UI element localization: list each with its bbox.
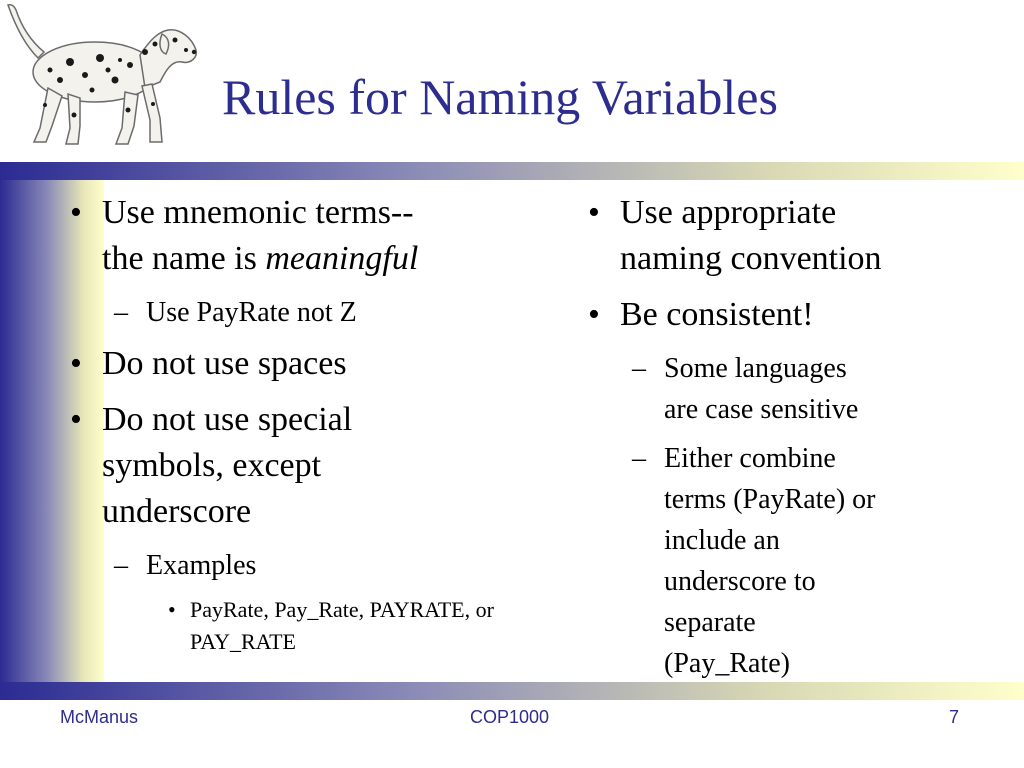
top-gradient-band [0,162,1024,180]
bullet-special-symbols [70,397,570,535]
sub-sub-bullet-example-names [70,594,570,658]
dash-marker: – [632,443,646,474]
example-text: PayRate, Pay_Rate, PAYRATE, or [190,597,494,622]
bullet-marker: • [70,194,82,231]
sub-bullet-text: Examples [146,550,257,581]
sub-bullet-case-sensitive [588,348,1008,430]
bullet-naming-convention [588,190,1008,282]
bullet-marker: • [70,345,82,382]
sub-bullet-text: underscore to [664,566,816,597]
bullet-mnemonic-terms [70,190,570,282]
bullet-marker: • [168,597,176,622]
bullet-text: underscore [102,493,252,530]
bullet-be-consistent [588,292,1008,338]
bullet-text: naming convention [620,240,882,277]
bullet-no-spaces [70,341,570,387]
slide-title: Rules for Naming Variables [222,69,778,125]
bullet-marker: • [588,194,600,231]
bullet-text: Use mnemonic terms-- [102,194,414,231]
footer-page-number: 7 [949,707,960,727]
bullet-text: Use appropriate [620,194,837,231]
dash-marker: – [114,297,128,328]
bullet-text: Do not use spaces [102,345,347,382]
emphasis-text: meaningful [265,240,419,277]
dalmatian-dog-icon [0,0,200,150]
sub-bullet-text: include an [664,525,780,556]
sub-bullet-text: (Pay_Rate) [664,648,790,679]
sub-bullet-text: Some languages [664,353,847,384]
bullet-text: the name is [102,240,266,277]
sub-bullet-text: separate [664,607,756,638]
dash-marker: – [114,550,128,581]
bullet-text: symbols, except [102,447,322,484]
footer-author: McManus [60,707,139,727]
sub-bullet-examples [70,545,570,586]
sub-bullet-text: Use PayRate not Z [146,297,357,328]
bullet-text: Do not use special [102,401,353,438]
sub-bullet-text: terms (PayRate) or [664,484,876,515]
sub-bullet-text: are case sensitive [664,394,859,425]
sub-bullet-payrate [70,292,570,333]
left-column [70,190,570,658]
bullet-marker: • [70,401,82,438]
sub-bullet-combine-terms [588,438,1008,684]
footer-course: COP1000 [470,707,550,727]
bullet-marker: • [588,296,600,333]
right-column [588,190,1008,692]
sub-bullet-text: Either combine [664,443,836,474]
bullet-text: Be consistent! [620,296,814,333]
dash-marker: – [632,353,646,384]
example-text: PAY_RATE [190,629,296,654]
